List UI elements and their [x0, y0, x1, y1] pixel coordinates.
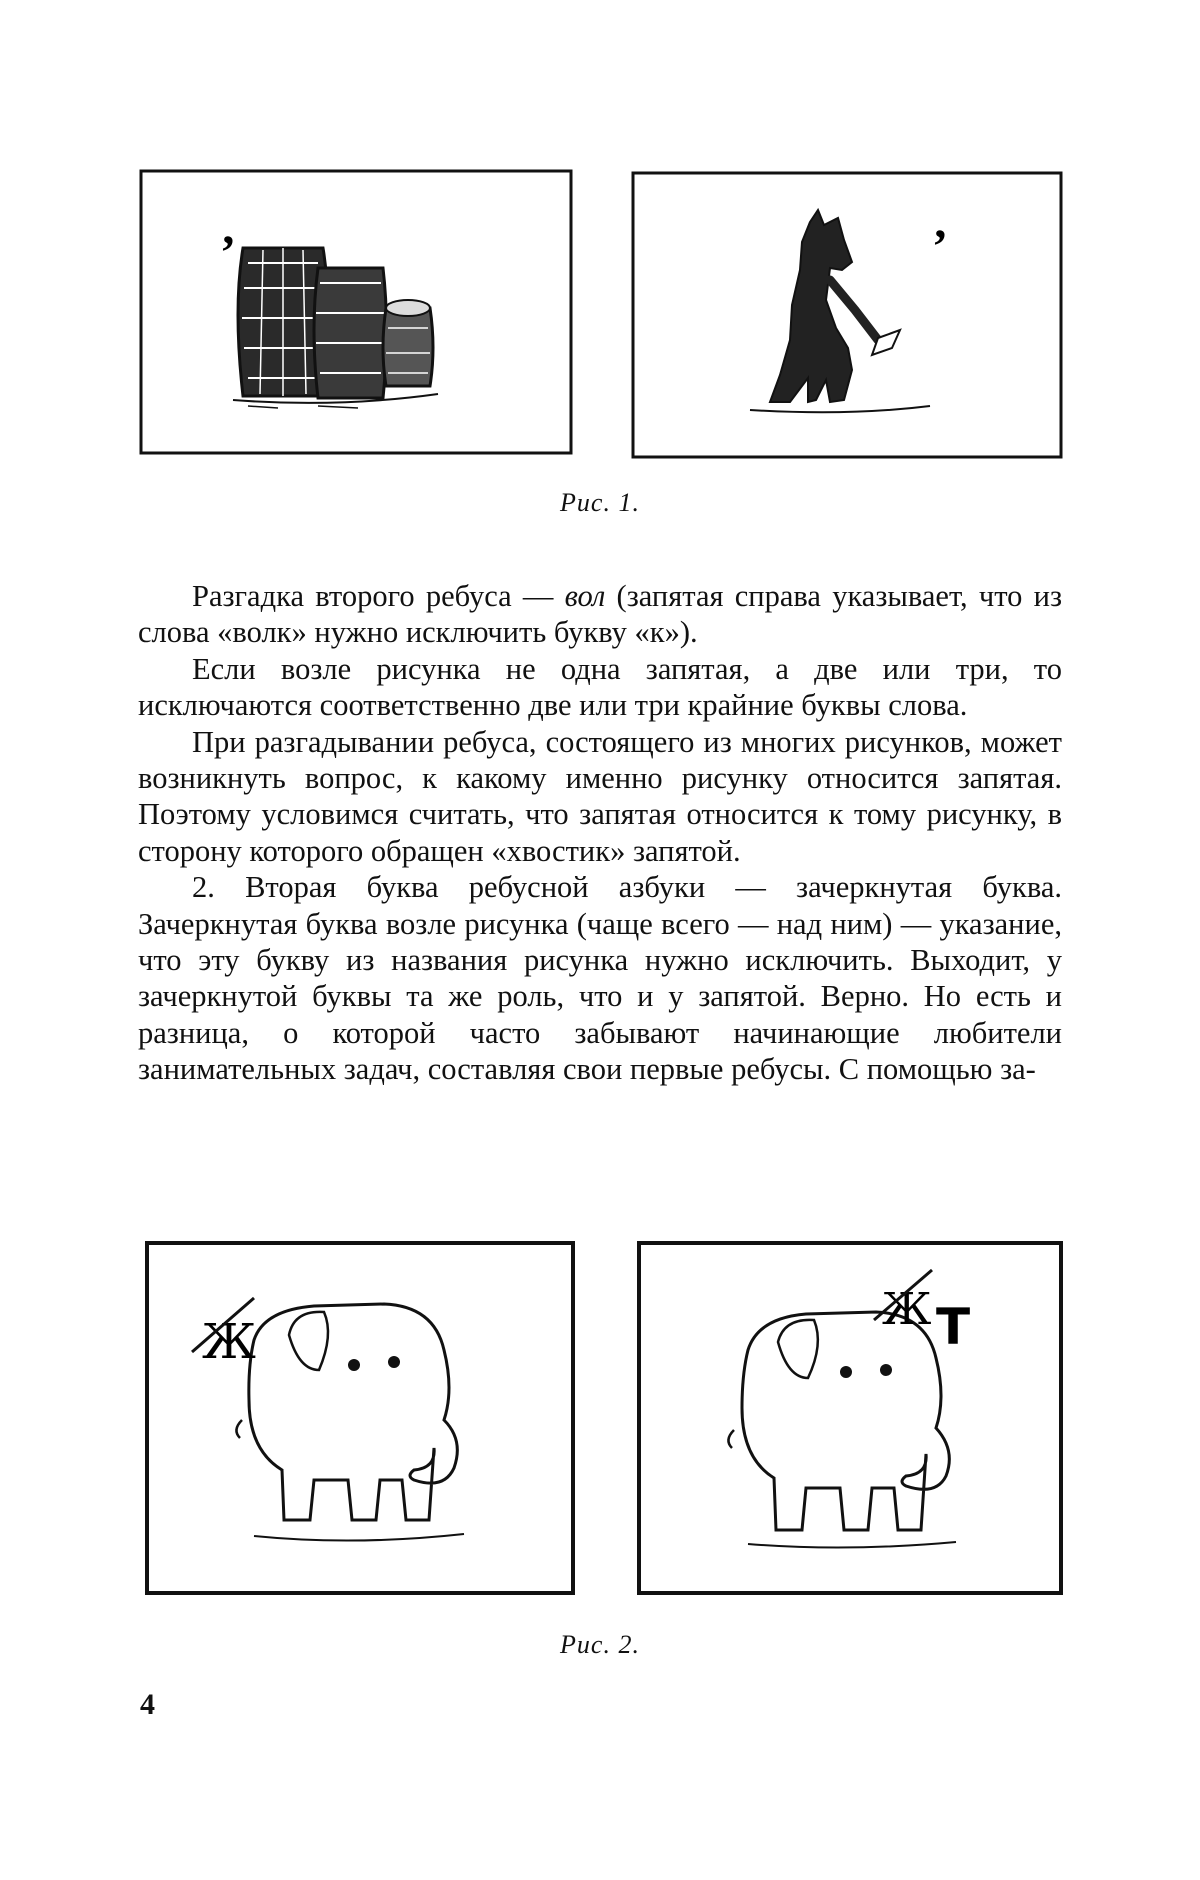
comma-mark: ’	[932, 220, 948, 273]
figure2-caption: Рис. 2.	[560, 1630, 640, 1659]
elephant-illustration	[636, 1240, 1064, 1596]
figure2-right-panel	[636, 1240, 1064, 1596]
wolf-illustration	[630, 170, 1064, 460]
letter-t: Т	[936, 1298, 971, 1356]
answer-word: вол	[564, 579, 606, 613]
figure1-left-panel	[138, 168, 574, 456]
paragraph: При разгадывании ребуса, состоящего из многих рисунков, может возникнуть вопрос, к какому именно рисунку относится запятая. Поэтому условимся считать, что запятая относится к тому рисунку, в сторону которого обращен «хвостик» запятой.	[138, 724, 1062, 868]
elephant-illustration	[144, 1240, 576, 1596]
struck-letter: Ж	[882, 1284, 932, 1335]
paragraph: Если возле рисунка не одна запятая, а две или три, то исключаются соответственно две или три крайние буквы слова.	[138, 651, 1062, 723]
paragraph: 2. Вторая буква ребусной азбуки — зачеркнутая буква. Зачеркнутая буква возле рисунка (чаще всего — над ним) — указание, что эту букву из названия рисунка нужно исключить. Выходит, у зачеркнутой буквы та же роль, что и у запятой. Верно. Но есть и разница, о которой часто забывают начинающие любители занимательных задач, составляя свои первые ребусы. С помощью за-	[138, 870, 1062, 1087]
paragraph: Разгадка второго ребуса — вол (запятая справа указывает, что из слова «волк» нужно исключить букву «к»).	[138, 579, 1063, 650]
barrels-illustration	[138, 168, 574, 456]
figure1-right-panel	[630, 170, 1064, 460]
body-text	[138, 578, 1062, 1088]
figure1-caption: Рис. 1.	[560, 488, 640, 517]
page-number: 4	[140, 1688, 155, 1721]
struck-letter: Ж	[202, 1314, 256, 1370]
figure2-left-panel	[144, 1240, 576, 1596]
comma-mark: ’	[220, 226, 236, 279]
